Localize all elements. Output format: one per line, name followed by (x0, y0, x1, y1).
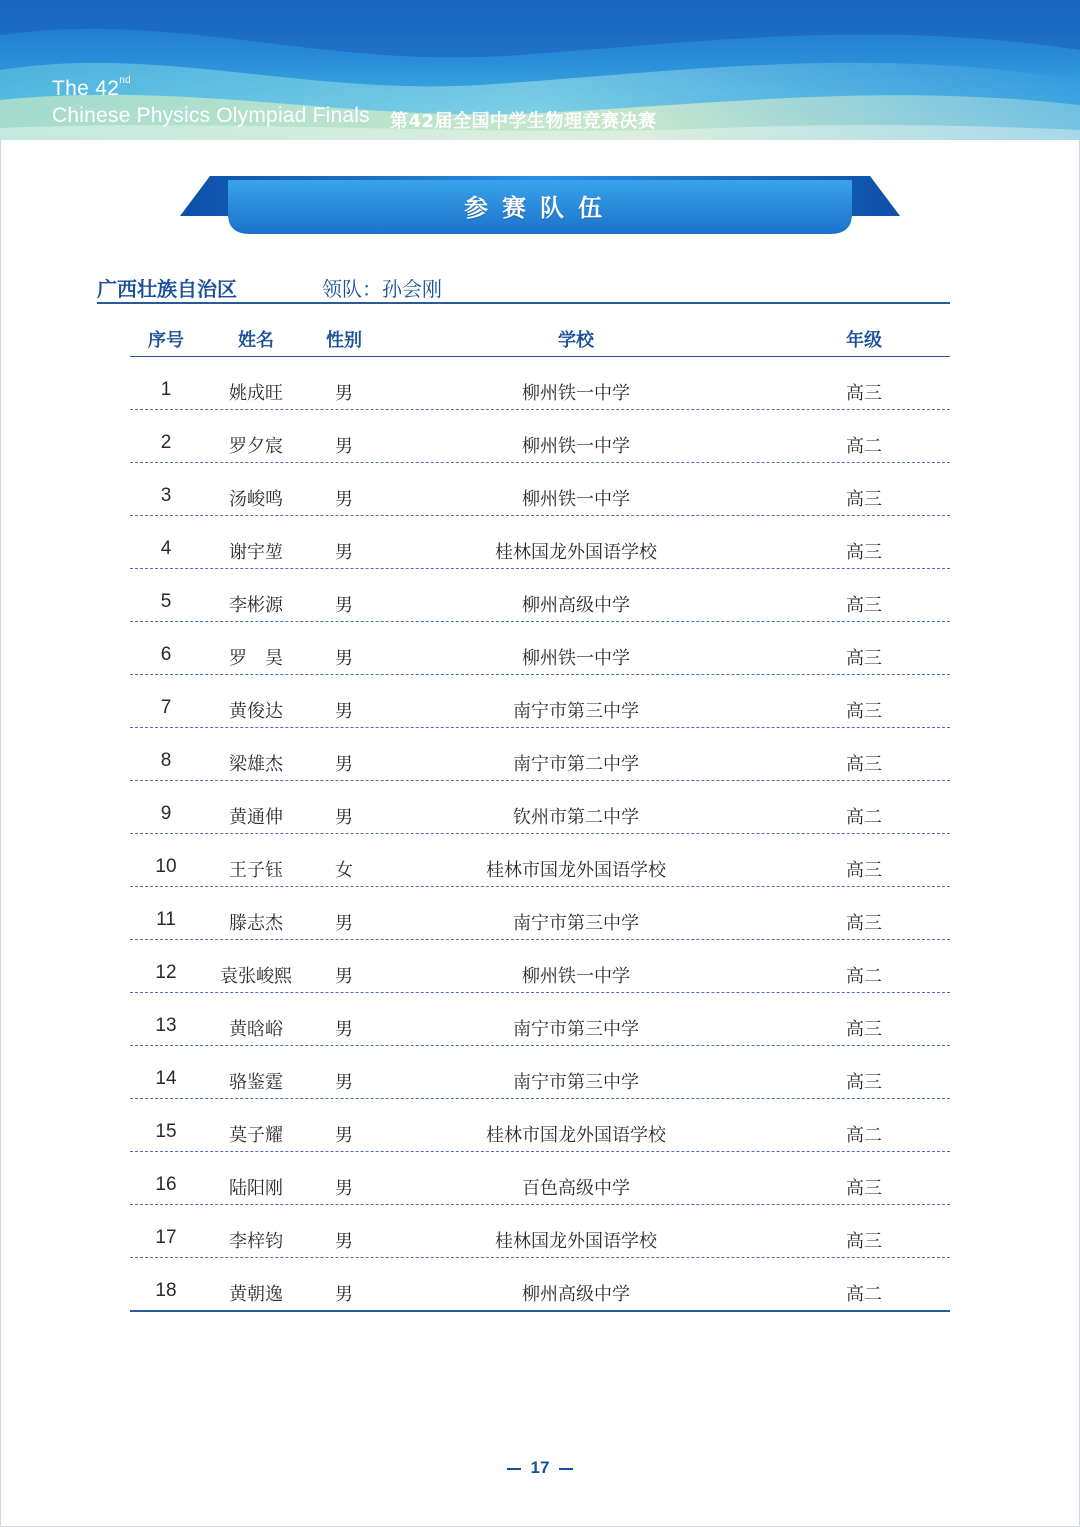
table-row (130, 675, 950, 728)
cell-grade: 高三 (846, 860, 882, 881)
table-row (130, 940, 950, 993)
cell-no: 18 (155, 1280, 177, 1301)
cell-grade: 高三 (846, 1231, 882, 1252)
page-number: 17 (0, 1458, 1080, 1478)
cell-sex: 男 (335, 648, 353, 669)
cell-name: 姚成旺 (229, 383, 283, 404)
cell-school: 桂林市国龙外国语学校 (486, 860, 666, 881)
cell-grade: 高三 (846, 1019, 882, 1040)
cell-sex: 男 (335, 1125, 353, 1146)
cell-no: 17 (155, 1227, 177, 1248)
cell-sex: 男 (335, 807, 353, 828)
region-divider (97, 302, 950, 304)
cell-no: 12 (155, 962, 177, 983)
cell-school: 柳州铁一中学 (522, 966, 630, 987)
cell-school: 桂林国龙外国语学校 (495, 542, 657, 563)
section-title: 参赛队伍 (464, 194, 616, 222)
table-row (130, 1258, 950, 1312)
table-row (130, 410, 950, 463)
table-body (130, 357, 950, 1312)
cell-name: 李彬源 (229, 595, 283, 616)
cell-sex: 男 (335, 966, 353, 987)
cell-school: 柳州铁一中学 (522, 383, 630, 404)
cell-grade: 高二 (846, 966, 882, 987)
cell-no: 7 (160, 697, 172, 718)
page-number-dash-right (559, 1468, 573, 1470)
cell-sex: 男 (335, 754, 353, 775)
cell-school: 南宁市第三中学 (513, 1072, 639, 1093)
cell-grade: 高三 (846, 701, 882, 722)
cell-sex: 男 (335, 1284, 353, 1305)
cell-sex: 男 (335, 1231, 353, 1252)
table-row (130, 728, 950, 781)
table-row (130, 1152, 950, 1205)
cell-grade: 高三 (846, 648, 882, 669)
cell-name: 莫子耀 (229, 1125, 283, 1146)
cell-sex: 男 (335, 1072, 353, 1093)
cell-school: 百色高级中学 (522, 1178, 630, 1199)
cell-sex: 男 (335, 542, 353, 563)
table-row (130, 1205, 950, 1258)
table-row (130, 463, 950, 516)
cell-grade: 高三 (846, 542, 882, 563)
cell-name: 滕志杰 (229, 913, 283, 934)
banner-chinese-title: 第42届全国中学生物理竞赛决赛 (390, 111, 657, 132)
page-number-dash-left (507, 1468, 521, 1470)
header-no: 序号 (148, 330, 184, 351)
cell-name: 罗 昊 (229, 648, 283, 669)
table-row (130, 781, 950, 834)
cell-school: 桂林国龙外国语学校 (495, 1231, 657, 1252)
cell-name: 骆鉴霆 (229, 1072, 283, 1093)
cell-no: 8 (160, 750, 172, 771)
cell-school: 南宁市第三中学 (513, 701, 639, 722)
cell-grade: 高三 (846, 383, 882, 404)
cell-no: 10 (155, 856, 177, 877)
cell-no: 13 (155, 1015, 177, 1036)
cell-no: 2 (160, 432, 172, 453)
cell-sex: 男 (335, 701, 353, 722)
cell-no: 14 (155, 1068, 177, 1089)
cell-name: 黄通伸 (229, 807, 283, 828)
cell-name: 李梓钧 (229, 1231, 283, 1252)
table-row (130, 887, 950, 940)
cell-grade: 高三 (846, 913, 882, 934)
table-row (130, 1099, 950, 1152)
cell-name: 黄晗峪 (229, 1019, 283, 1040)
table-row (130, 993, 950, 1046)
cell-name: 汤峻鸣 (229, 489, 283, 510)
cell-school: 桂林市国龙外国语学校 (486, 1125, 666, 1146)
banner-english-line2: Chinese Physics Olympiad Finals (52, 104, 370, 127)
region-name: 广西壮族自治区 (97, 277, 237, 301)
cell-name: 黄朝逸 (229, 1284, 283, 1305)
header-banner (0, 0, 1080, 140)
cell-sex: 男 (335, 383, 353, 404)
cell-name: 陆阳刚 (229, 1178, 283, 1199)
cell-school: 柳州铁一中学 (522, 436, 630, 457)
cell-sex: 男 (335, 436, 353, 457)
cell-name: 王子钰 (229, 860, 283, 881)
cell-no: 11 (156, 909, 176, 930)
cell-no: 16 (155, 1174, 177, 1195)
cell-no: 9 (160, 803, 172, 824)
cell-sex: 男 (335, 595, 353, 616)
cell-school: 钦州市第二中学 (513, 807, 639, 828)
cell-sex: 男 (335, 489, 353, 510)
cell-school: 柳州铁一中学 (522, 489, 630, 510)
table-header-row (130, 316, 950, 357)
cell-name: 罗夕宸 (229, 436, 283, 457)
cell-sex: 男 (335, 1178, 353, 1199)
cell-name: 谢宇堃 (229, 542, 283, 563)
cell-grade: 高二 (846, 1284, 882, 1305)
cell-school: 柳州高级中学 (522, 1284, 630, 1305)
header-name: 姓名 (238, 330, 274, 351)
banner-english-line1: The 42nd (52, 75, 131, 100)
table-row (130, 357, 950, 410)
cell-no: 3 (160, 485, 172, 506)
cell-school: 南宁市第三中学 (513, 913, 639, 934)
table-row (130, 622, 950, 675)
cell-grade: 高三 (846, 754, 882, 775)
table-row (130, 1046, 950, 1099)
cell-school: 南宁市第二中学 (513, 754, 639, 775)
cell-name: 梁雄杰 (229, 754, 283, 775)
cell-grade: 高三 (846, 489, 882, 510)
cell-school: 柳州铁一中学 (522, 648, 630, 669)
table-row (130, 834, 950, 887)
cell-no: 1 (160, 379, 172, 400)
cell-no: 6 (160, 644, 172, 665)
cell-grade: 高三 (846, 1072, 882, 1093)
cell-grade: 高二 (846, 807, 882, 828)
cell-sex: 男 (335, 913, 353, 934)
cell-grade: 高三 (846, 595, 882, 616)
cell-grade: 高二 (846, 436, 882, 457)
cell-name: 黄俊达 (229, 701, 283, 722)
table-row (130, 516, 950, 569)
cell-sex: 男 (335, 1019, 353, 1040)
table-row (130, 569, 950, 622)
header-grade: 年级 (846, 330, 882, 351)
cell-sex: 女 (335, 860, 353, 881)
cell-grade: 高三 (846, 1178, 882, 1199)
cell-school: 南宁市第三中学 (513, 1019, 639, 1040)
cell-no: 4 (160, 538, 172, 559)
cell-no: 15 (155, 1121, 177, 1142)
roster-table (130, 316, 950, 1312)
team-leader: 领队：孙会刚 (322, 277, 442, 301)
header-school: 学校 (558, 330, 594, 351)
header-sex: 性别 (326, 330, 362, 351)
cell-no: 5 (160, 591, 172, 612)
cell-school: 柳州高级中学 (522, 595, 630, 616)
cell-name: 袁张峻熙 (220, 966, 292, 987)
cell-grade: 高二 (846, 1125, 882, 1146)
